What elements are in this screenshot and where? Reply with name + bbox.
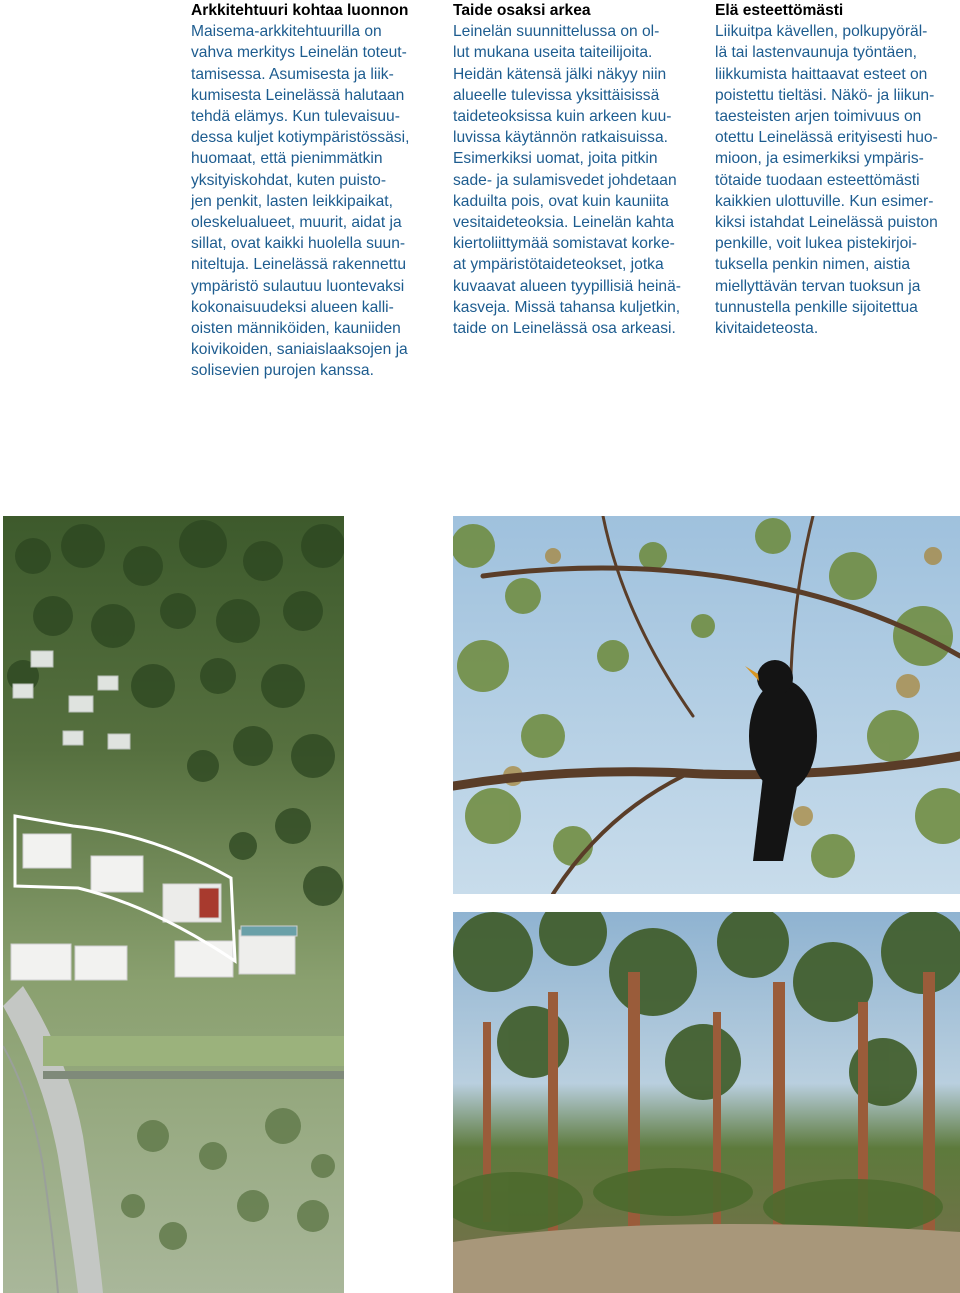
pine-forest-photo [453,912,960,1293]
text-line: at ympäristötaideteokset, jotka [453,256,664,274]
column-accessibility [715,0,960,339]
heading-accessibility: Elä esteettömästi [715,2,844,19]
blackbird-photo [453,516,960,894]
text-line: tunnustella penkille sijoitettua [715,298,918,316]
text-line: kiertoliittymää somistavat korke- [453,235,675,253]
text-line: kiksi istahdat Leinelässä puiston [715,214,938,232]
text-line: oisten männiköiden, kauniiden [191,320,401,338]
text-line: taide on Leinelässä osa arkeasi. [453,320,676,338]
text-line: solisevien purojen kanssa. [191,362,374,380]
text-line: otettu Leinelässä erityisesti huo- [715,129,938,147]
text-line: tötaide tuodaan esteettömästi [715,171,920,189]
text-line: tuksella penkin nimen, aistia [715,256,911,274]
text-line: tamisessa. Asumisesta ja liik- [191,65,394,83]
text-line: Heidän kätensä jälki näkyy niin [453,65,667,83]
text-line: mioon, ja esimerkiksi ympäris- [715,150,924,168]
column-architecture [191,0,437,382]
text-line: vahva merkitys Leinelän toteut- [191,44,407,62]
text-line: dessa kuljet kotiympäristössäsi, [191,129,410,147]
text-line: Liikuitpa kävellen, polkupyöräl- [715,23,928,41]
heading-art: Taide osaksi arkea [453,2,591,19]
text-line: luvissa käytännön ratkaisuissa. [453,129,668,147]
text-line: ympäristö sulautuu luontevaksi [191,277,405,295]
text-line: oleskelualueet, muurit, aidat ja [191,214,402,232]
text-line: niteltuja. Leinelässä rakennettu [191,256,406,274]
text-line: miellyttävän tervan tuoksun ja [715,277,921,295]
body-art [453,21,698,339]
text-line: Leinelän suunnittelussa on ol- [453,23,660,41]
text-line: Esimerkiksi uomat, joita pitkin [453,150,658,168]
text-line: taesteisten arjen toimivuus on [715,108,922,126]
text-line: kaduilta pois, ovat kuin kauniita [453,192,669,210]
text-line: Maisema-arkkitehtuurilla on [191,23,382,41]
text-line: jen penkit, lasten leikkipaikat, [191,192,393,210]
text-line: lä tai lastenvaunuja työntäen, [715,44,917,62]
text-line: vesitaideteoksia. Leinelän kahta [453,214,675,232]
text-line: alueelle tulevissa yksittäisissä [453,86,660,104]
body-accessibility [715,21,960,339]
heading-architecture: Arkkitehtuuri kohtaa luonnon [191,2,409,19]
text-line: yksityiskohdat, kuten puisto- [191,171,387,189]
aerial-rendering-photo [3,516,344,1293]
text-line: kasveja. Missä tahansa kuljetkin, [453,298,681,316]
body-architecture [191,21,437,381]
text-line: penkille, voit lukea pistekirjoi- [715,235,917,253]
text-line: kaikkien ulottuville. Kun esimer- [715,192,934,210]
text-line: liikkumista haittaavat esteet on [715,65,928,83]
text-line: taideteoksissa kuin arkeen kuu- [453,108,672,126]
column-art [453,0,698,339]
text-line: huomaat, että pienimmätkin [191,150,383,168]
text-line: kuvaavat alueen tyypillisiä heinä- [453,277,681,295]
text-line: tehdä elämys. Kun tulevaisuu- [191,108,400,126]
text-line: sade- ja sulamisvedet johdetaan [453,171,677,189]
text-line: sillat, ovat kaikki huolella suun- [191,235,406,253]
text-line: lut mukana useita taiteilijoita. [453,44,653,62]
text-line: kokonaisuudeksi alueen kalli- [191,298,394,316]
text-line: kivitaideteosta. [715,320,819,338]
text-line: koivikoiden, saniaislaaksojen ja [191,341,408,359]
text-line: poistettu tieltäsi. Näkö- ja liikun- [715,86,935,104]
text-line: kumisesta Leinelässä halutaan [191,86,405,104]
